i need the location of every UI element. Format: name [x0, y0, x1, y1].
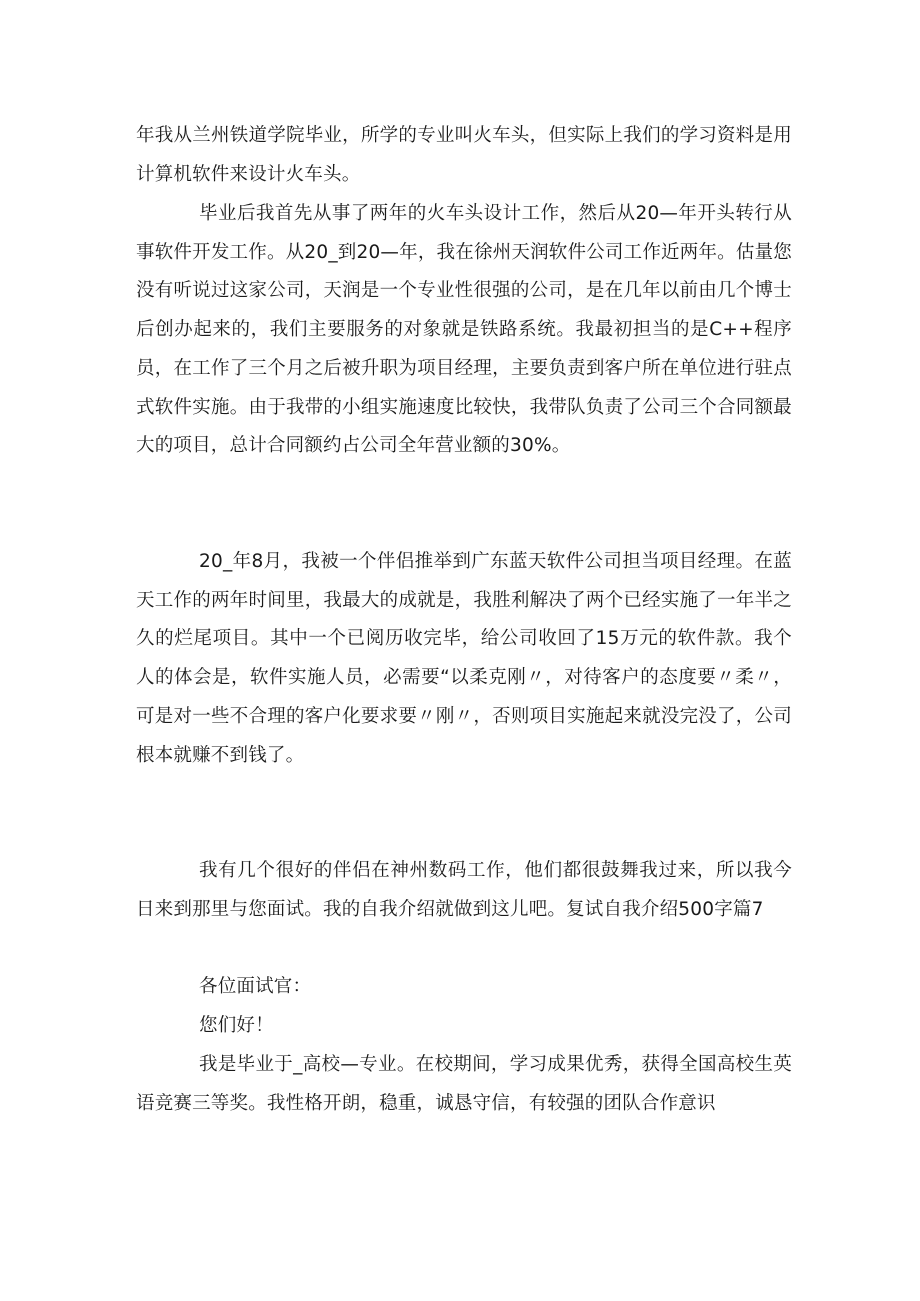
paragraph-greeting: 各位面试官：	[199, 976, 312, 997]
paragraph-hello: 您们好！	[199, 1015, 274, 1036]
paragraph-5: 我是毕业于_高校—专业。在校期间，学习成果优秀，获得全国高校生英语竞赛三等奖。我性格开朗，稳重，诚恳守信，有较强的团队合作意识	[136, 1054, 792, 1114]
paragraph-3: 20_年8月，我被一个伴侣推举到广东蓝天软件公司担当项目经理。在蓝天工作的两年时间里，我最大的成就是，我胜利解决了两个已经实施了一年半之久的烂尾项目。其中一个已阅历收完毕，给公司收回了15万元的软件款。我个人的体会是，软件实施人员，必需要“以柔克刚〃，对待客户的态度要〃柔〃，可是对一些不合理的客户化要求要〃刚〃，否则项目实施起来就没完没了，公司根本就赚不到钱了。	[136, 551, 792, 766]
paragraph-2: 毕业后我首先从事了两年的火车头设计工作，然后从20—年开头转行从事软件开发工作。从20_到20—年，我在徐州天润软件公司工作近两年。估量您没有听说过这家公司，天润是一个专业性很强的公司，是在几年以前由几个博士后创办起来的，我们主要服务的对象就是铁路系统。我最初担当的是C++程序员，在工作了三个月之后被升职为项目经理，主要负责到客户所在单位进行驻点式软件实施。由于我带的小组实施速度比较快，我带队负责了公司三个合同额最大的项目，总计合同额约占公司全年营业额的30%。	[136, 203, 792, 457]
paragraph-4: 我有几个很好的伴侣在神州数码工作，他们都很鼓舞我过来，所以我今日来到那里与您面试。我的自我介绍就做到这儿吧。复试自我介绍500字篇7	[136, 860, 792, 920]
paragraph-1: 年我从兰州铁道学院毕业，所学的专业叫火车头，但实际上我们的学习资料是用计算机软件来设计火车头。	[136, 125, 792, 185]
